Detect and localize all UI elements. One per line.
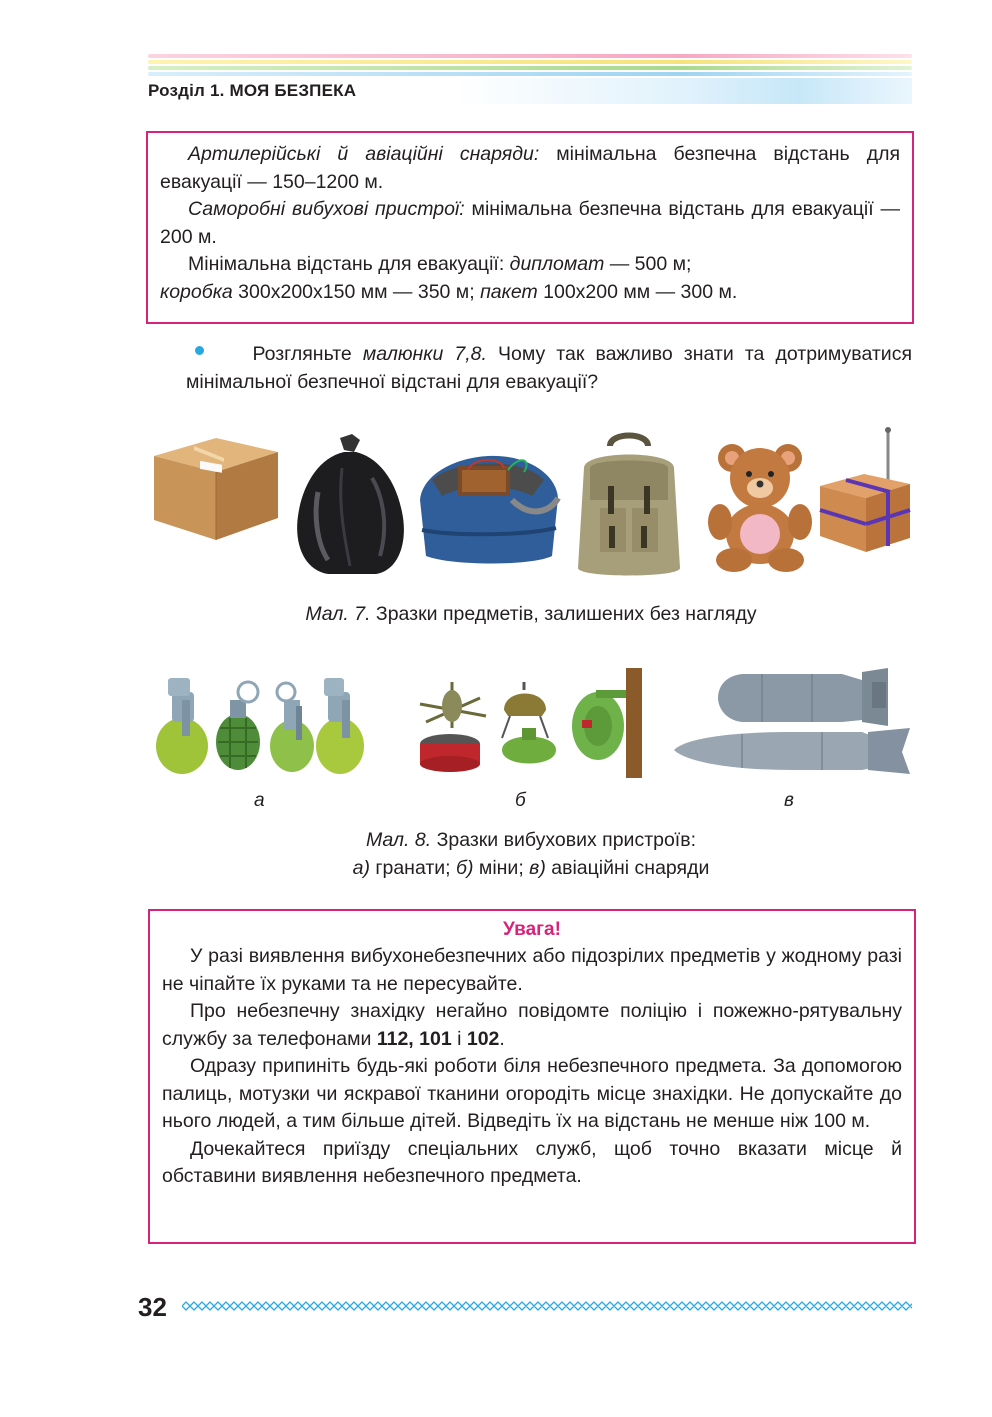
question-paragraph — [186, 340, 912, 396]
warning-title: Увага! — [503, 919, 561, 940]
question-text: Чому так важливо знати та дотримуватися мінімальної безпечної відстані для евакуації? — [186, 343, 912, 393]
warning-text: і — [451, 1027, 467, 1050]
figure-label-c: в — [784, 790, 794, 811]
emergency-numbers: 112, 101 — [376, 1027, 452, 1050]
info-term: коробка — [160, 280, 233, 303]
caption-item-marker: а) — [352, 857, 370, 879]
section-title: Розділ 1. МОЯ БЕЗПЕКА — [148, 78, 912, 104]
figure-7-caption — [150, 600, 912, 628]
warning-paragraph: Одразу припиніть будь-які роботи біля небезпечного предмета. За допомогою палиць, мотузки чи яскравої тканини огородіть місце знахідки. Не допускайте до нього людей, а тим більше дітей. Відведіть їх на відстань не менше ніж 100 м. — [162, 1055, 902, 1132]
warning-paragraph: Дочекайтеся приїзду спеціальних служб, щоб точно вказати місце й обставини виявлення небезпечного предмета. — [162, 1137, 902, 1187]
grenades-image — [152, 670, 366, 776]
teddy-bear-image — [708, 438, 812, 572]
header-stripe — [148, 60, 912, 64]
figure-label-a: а — [254, 790, 265, 811]
info-paragraph — [160, 141, 900, 196]
page-number: 32 — [138, 1292, 167, 1322]
header-stripes — [148, 54, 912, 78]
bag-with-explosive-image — [412, 440, 564, 568]
info-text: мінімальна безпечна відстань для евакуації — 200 м. — [160, 198, 900, 248]
info-text: — 500 м; — [604, 253, 692, 275]
info-text: Мінімальна відстань для евакуації: — [188, 253, 510, 275]
figure-reference: Мал. 8. — [365, 829, 432, 851]
caption-item-marker: б) — [456, 857, 474, 879]
warning-paragraph — [162, 998, 902, 1053]
backpack-image — [566, 428, 692, 584]
info-term: дипломат — [509, 253, 605, 275]
figure-reference: малюнки 7,8. — [362, 343, 487, 365]
info-paragraph — [160, 251, 900, 306]
figure-label-b: б — [515, 790, 526, 811]
caption-text: міни; — [473, 857, 530, 879]
emergency-numbers: 102 — [466, 1027, 500, 1050]
header-stripe — [148, 72, 912, 76]
parcel-with-antenna-image — [816, 424, 914, 556]
evacuation-distance-box — [146, 131, 914, 324]
caption-text: Зразки вибухових пристроїв: — [431, 829, 697, 851]
caption-text: гранати; — [369, 857, 457, 879]
info-term: Саморобні вибухові пристрої: — [188, 198, 465, 220]
header-stripe — [148, 66, 912, 70]
caption-text: авіаційні снаряди — [545, 857, 710, 879]
question-text: Розгляньте — [252, 343, 363, 365]
figure-8-caption — [150, 826, 912, 882]
info-text: 300х200х150 мм — 350 м; — [232, 280, 481, 303]
info-term: пакет — [480, 280, 538, 303]
caption-item-marker: в) — [529, 857, 546, 879]
warning-text: . — [499, 1027, 505, 1050]
warning-box — [148, 909, 916, 1244]
header-stripe — [148, 54, 912, 58]
warning-paragraph: У разі виявлення вибухонебезпечних або підозрілих предметів у жодному разі не чіпайте їх руками та не пересувайте. — [162, 945, 902, 995]
aviation-bombs-image — [672, 666, 912, 778]
warning-text: Про небезпечну знахідку негайно повідомте поліцію і пожежно-рятувальну службу за телефонами — [162, 1000, 902, 1050]
info-text: мінімальна безпечна відстань для евакуації — 150–1200 м. — [160, 143, 901, 193]
info-text: 100х200 мм — 300 м. — [537, 280, 738, 303]
figure-reference: Мал. 7. — [305, 603, 371, 625]
info-term: Артилерійські й авіаційні снаряди: — [188, 143, 540, 165]
caption-text: Зразки предметів, залишених без нагляду — [370, 603, 757, 625]
garbage-bag-image — [288, 432, 410, 578]
footer-ornament — [182, 1300, 912, 1312]
mines-image — [406, 668, 642, 778]
cardboard-box-image — [150, 432, 282, 544]
info-paragraph — [160, 196, 900, 251]
